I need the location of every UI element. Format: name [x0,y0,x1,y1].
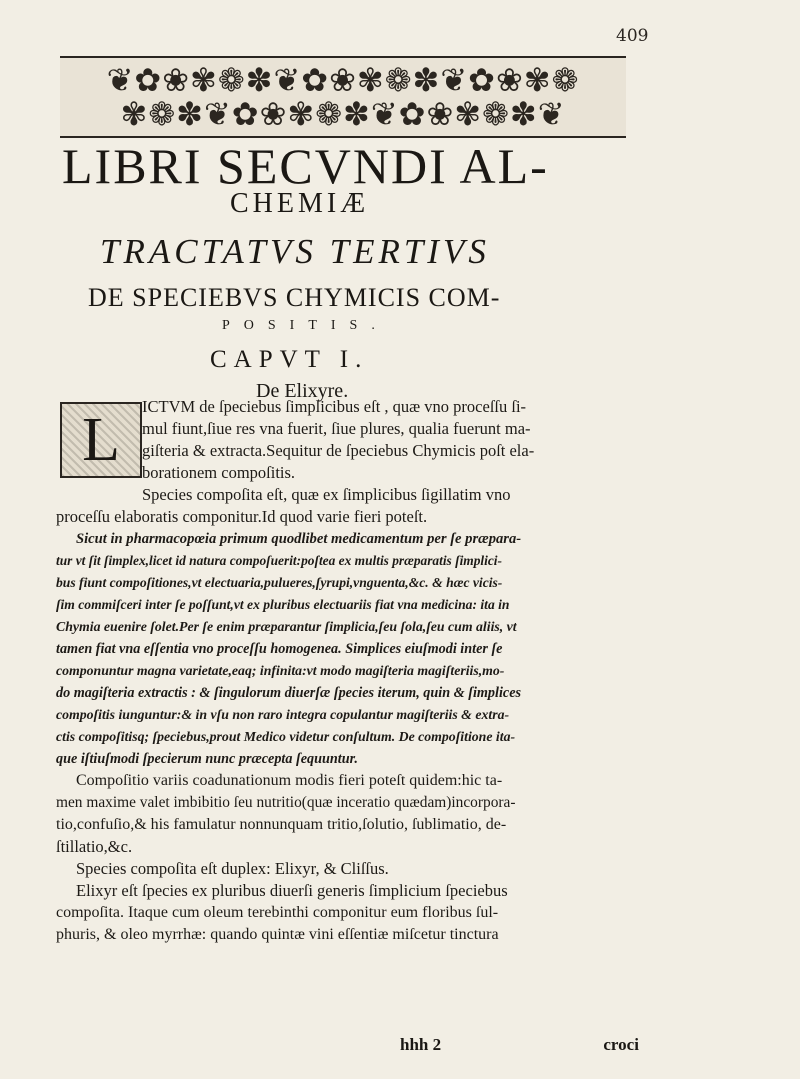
text-line: Compoſitio variis coadunationum modis fieri poteſt quidem:hic ta- [76,772,503,789]
decorated-initial: L [60,402,142,478]
italic-line: que iſtiuſmodi ſpecierum nunc præcepta ſequuntur. [56,751,358,767]
book-title-continued: CHEMIÆ [230,188,370,219]
text-line: ICTVM de ſpeciebus ſimplicibus eſt , quæ vno proceſſu ſi- [142,397,527,416]
book-title: LIBRI SECVNDI AL- [62,138,549,194]
text-line: men maxime valet imbibitio ſeu nutritio(quæ inceratio quædam)incorpora- [56,794,516,811]
text-line: giſteria & extracta.Sequitur de ſpeciebus Chymicis poſt ela- [142,441,535,460]
tractatus-heading: TRACTATVS TERTIVS [100,232,490,271]
italic-line: componuntur magna varietate,eaq; infinita:vt modo magiſteria magiſteriis,mo- [56,663,505,678]
text-line: Species compoſita eſt duplex: Elixyr, & Cliſſus. [76,859,389,878]
italic-line: Sicut in pharmacopœia primum quodlibet medicamentum per ſe præpara- [76,531,522,547]
signature-mark: hhh 2 [400,1035,442,1054]
chapter-title: De Elixyre. [256,380,349,402]
text-line: borationem compoſitis. [142,463,296,482]
chapter-number: CAPVT I. [210,346,369,373]
text-line: Elixyr eſt ſpecies ex pluribus diuerſi generis ſimplicium ſpeciebus [76,881,508,900]
text-line: ſtillatio,&c. [56,837,133,856]
italic-line: tur vt ſit ſimplex,licet id natura compoſuerit:poſtea ex multis præparatis ſimplici- [56,553,502,568]
italic-line: ſim commiſceri inter ſe poſſunt,vt ex pluribus electuariis fiat vna medicina: ita in [56,597,510,612]
italic-line: tamen fiat vna eſſentia vno proceſſu homogenea. Simplices eiuſmodi inter ſe [56,641,503,657]
text-line: Species compoſita eſt, quæ ex ſimplicibus ſigillatim vno [142,485,511,504]
main-text [56,396,628,946]
catchword: croci [603,1035,639,1054]
ornament-glyph: ✾❁✽❦✿❀✾❁✽❦✿❀✾❁✽❦ [120,95,566,133]
italic-line: Chymia euenire ſolet.Per ſe enim præparantur ſimplicia,ſeu ſola,ſeu cum aliis, vt [56,619,517,634]
subtitle-line-2: POSITIS. [222,318,389,333]
italic-line: bus fiunt compoſitiones,vt electuaria,pulueres,ſyrupi,vnguenta,&c. & hæc vicis- [56,575,503,590]
text-line: compoſita. Itaque cum oleum terebinthi componitur eum floribus ſul- [56,904,499,921]
italic-line: ctis compoſitisq; ſpeciebus,prout Medico videtur conſultum. De compoſitione ita- [56,729,516,744]
italic-line: compoſitis iunguntur:& in vſu non raro integra copulantur magiſteriis & extra- [56,707,510,722]
text-line: tio,confuſio,& his famulatur nonnunquam tritio,ſolutio, ſublimatio, de- [56,816,507,833]
page-footer [400,1035,639,1055]
italic-line: do magiſteria extractis : & ſingulorum diuerſæ ſpecies iterum, quin & ſimplices [56,685,522,701]
text-line: mul fiunt,ſiue res vna fuerit, ſiue plures, qualia fuerunt ma- [142,419,531,438]
ornamental-headpiece [60,56,626,138]
page-number: 409 [616,26,649,46]
subtitle-line-1: DE SPECIEBVS CHYMICIS COM- [88,283,501,312]
ornament-glyph: ❦✿❀✾❁✽❦✿❀✾❁✽❦✿❀✾❁ [106,61,580,99]
text-line: proceſſu elaboratis componitur.Id quod varie fieri poteſt. [56,507,428,526]
text-line: phuris, & oleo myrrhæ: quando quintæ vini eſſentiæ miſcetur tinctura [56,926,499,943]
